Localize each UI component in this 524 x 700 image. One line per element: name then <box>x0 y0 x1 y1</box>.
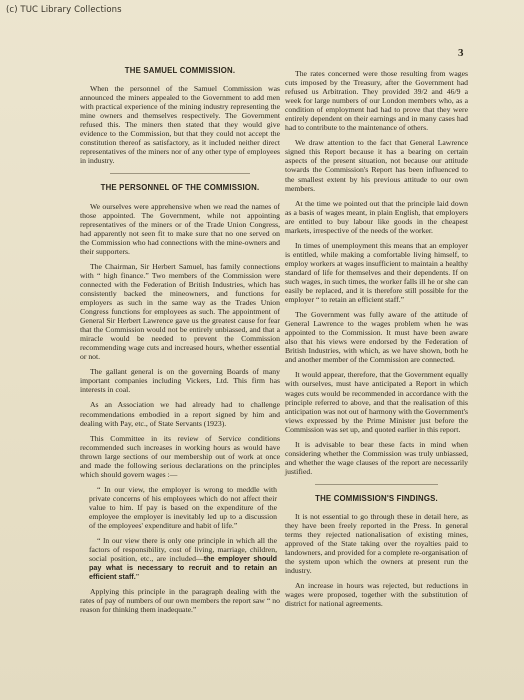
divider <box>315 484 438 485</box>
page-number: 3 <box>458 47 464 59</box>
section-heading: THE SAMUEL COMMISSION. <box>124 66 236 75</box>
paragraph: Applying this principle in the paragraph dealing with the rates of pay of numbers of our own members the report saw “ no reason for thinking them inadequate.” <box>80 587 280 615</box>
paragraph: It would appear, therefore, that the Government equally with ourselves, must have anticipated a Report in which wages cuts would be recommended in accordance with the principle referred to above, and that the realisation of this anticipation was not out of harmony with the Government's views expressed by the Prime Minister just before the Commission was set up, and quoted earlier in this report. <box>285 370 468 434</box>
paragraph: It is not essential to go through these in detail here, as they have been freely reported in the Press. In general terms they rejected nationalisation of existing mines, approved of the State taking over the royalties paid to landowners, and provided for a complete re-organisation of the system upon which the owners at present run the industry. <box>285 511 468 576</box>
paragraph: This Committee in its review of Service conditions recommended such increases in working hours as would have thrown large sections of our membership out of work at once and made the following serious declarations on the principles which should govern wages :— <box>80 433 280 479</box>
left-column <box>80 66 280 620</box>
quote-text: “ In our view there is only one principle in which all the factors of responsibility, cost of living, marriage, children, social position, etc., are included— <box>89 536 277 564</box>
block-quote <box>89 536 277 581</box>
section-heading: THE COMMISSION'S FINDINGS. <box>315 493 438 503</box>
divider <box>110 173 250 174</box>
paragraph: As an Association we had already had to challenge recommendations embodied in a report signed by him and dealing with Pay, etc., of State Servants (1923). <box>80 400 280 428</box>
watermark: (c) TUC Library Collections <box>6 5 122 15</box>
paragraph: It is advisable to bear these facts in mind when considering whether the Commission was truly unbiassed, and whether the wage clauses of the report are necessarily justified. <box>285 439 468 476</box>
paragraph: We ourselves were apprehensive when we read the names of those appointed. The Government, while not appointing representatives of the miners or of the Trade Union Congress, had apparently not seen fit to make sure that no one served on the Commission who had connections with the mine-owners and their supporters. <box>80 201 280 256</box>
paragraph: At the time we pointed out that the principle laid down as a basis of wages meant, in plain English, that employers are entitled to buy labour like goods in the cheapest markets, irrespective of the needs of the worker. <box>285 198 468 235</box>
quote-close: ” <box>135 572 140 582</box>
paragraph: We draw attention to the fact that General Lawrence signed this Report because it has a bearing on certain aspects of the present situation, not because our attitude towards the Commission's Report has been influenced to the smallest extent by his previous attitude to our own members. <box>285 138 468 193</box>
paragraph: The gallant general is on the governing Boards of many important companies including Vickers, Ltd. This firm has interests in coal. <box>80 367 280 395</box>
paragraph: When the personnel of the Samuel Commission was announced the miners appealed to the Government to add men with practical experience of the mining industry representing the mine owners and themselves respectively. The Government refused this. The miners then stated that they would give evidence to the Commission, but that they could not accept the constitution thereof as satisfactory, as it included neither direct representatives of the miners nor of any other type of employees in industry. <box>80 84 280 166</box>
paragraph: In times of unemployment this means that an employer is entitled, while making a comfortable living himself, to employ workers at wages insufficient to maintain a healthy standard of life for themselves and their dependents. If on such wages, in such times, the worker falls ill he or she can easily be replaced, and it is therefore still possible for the employer “ to retain an efficient staff.” <box>285 240 468 305</box>
section-heading: THE PERSONNEL OF THE COMMISSION. <box>100 183 260 193</box>
paragraph: The rates concerned were those resulting from wages cuts imposed by the Treasury, after the Government had refused us Arbitration. They provided 39/2 and 46/9 a week for large numbers of our London members who, as a condition of employment had had to prove that they were entirely dependent on their earnings and in many cases had had to contribute to the maintenance of others. <box>285 69 468 133</box>
paragraph: An increase in hours was rejected, but reductions in wages were proposed, together with the substitution of district for national agreements. <box>285 581 468 609</box>
right-column <box>285 69 468 614</box>
block-quote: “ In our view, the employer is wrong to meddle with private concerns of his employees which do not affect their value to him. If pay is based on the expenditure of the employee the employer is inevitably led up to a discussion of the employees' expenditure and habit of life.” <box>89 484 277 531</box>
paragraph: The Government was fully aware of the attitude of General Lawrence to the wages problem when he was appointed to the Commission. It must have been aware also that his views were endorsed by the Federation of British Industries, with which, as we have shown, both he and another member of the Commission are connected. <box>285 310 468 365</box>
emphasis-text: the employer should pay what is necessary to recruit and to retain an efficient staff. <box>89 554 277 582</box>
paragraph: The Chairman, Sir Herbert Samuel, has family connections with “ high finance.” Two members of the Commission were connected with the Federation of British Industries, which has consistently backed the mineowners, and functions for employers as such in the same way as the Trades Union Congress functions for employees as such. The appointment of General Sir Herbert Lawrence gave us the greatest cause for fear that the Commission would not be entirely unbiassed, and that a miracle would be needed to prevent the Commission recommending wage cuts and increased hours, whether essential or not. <box>80 261 280 362</box>
